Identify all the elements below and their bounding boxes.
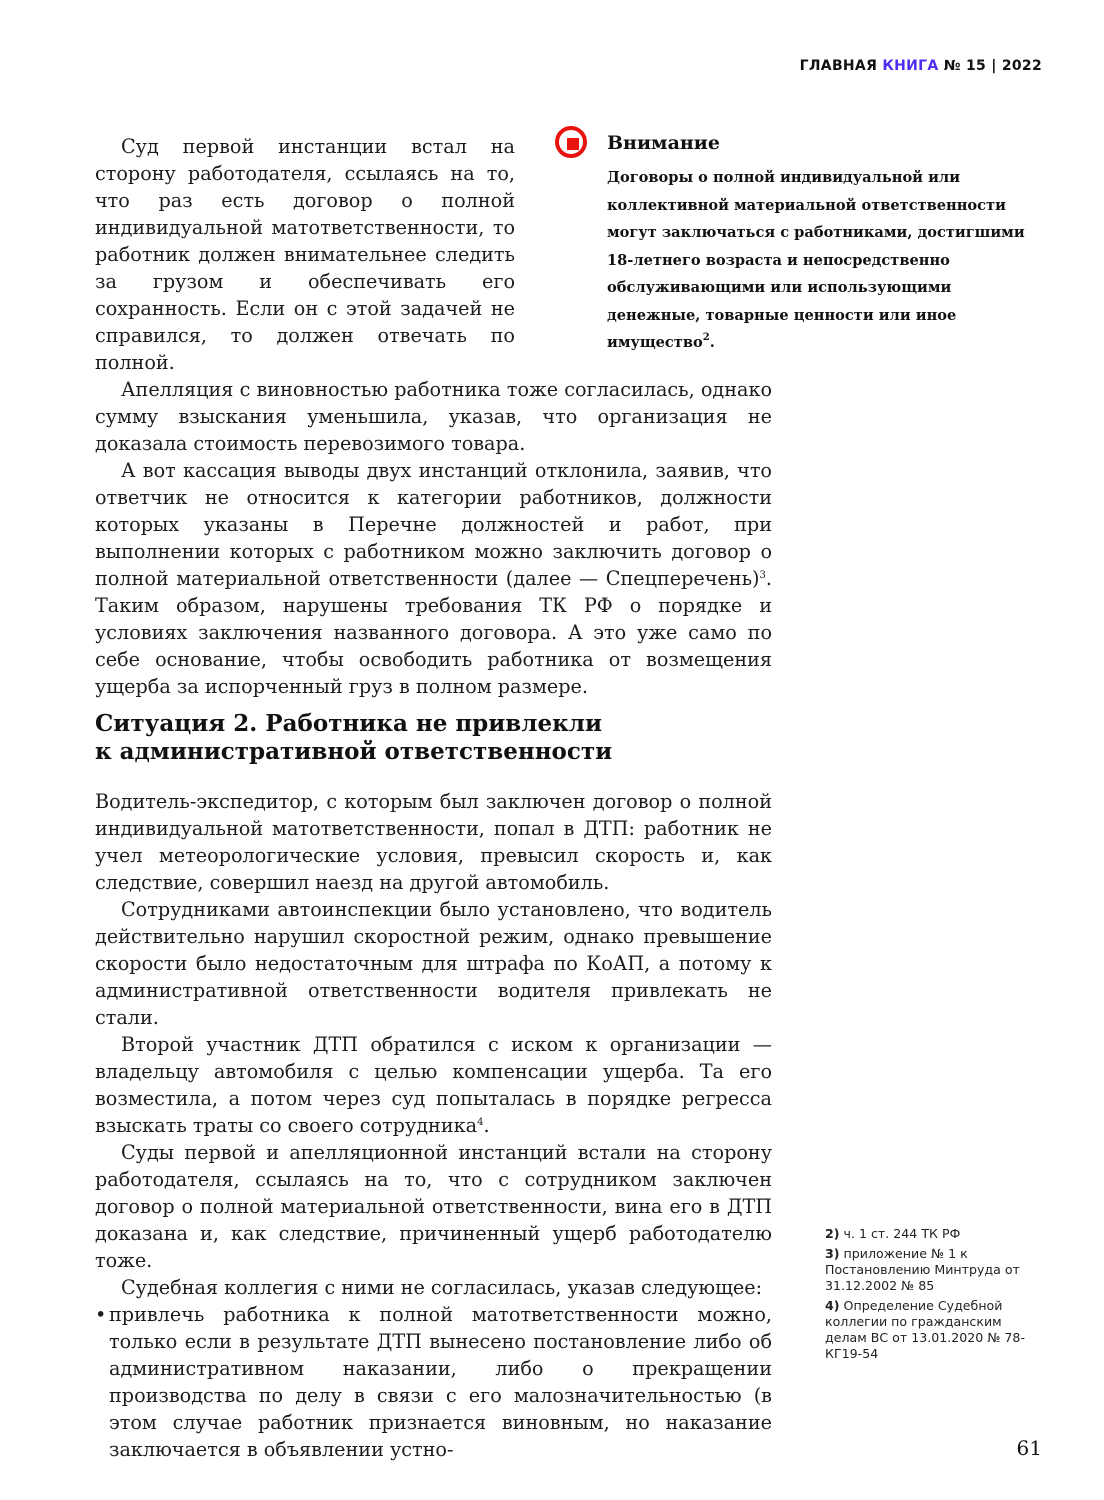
paragraph: Второй участник ДТП обратился с иском к организации — владельцу автомобиля с целью компенсации ущерба. Та его возместила, а потом через суд попыталась в порядке регресса взыскать траты со своего сотрудника$^4$. xyxy=(95,1033,772,1137)
paragraph: Водитель-экспедитор, с которым был заключен договор о полной индивидуальной матответственности, попал в ДТП: работник не учел метеорологические условия, превысил скорость и, как следствие, совершил наезд на другой автомобиль. xyxy=(95,790,772,894)
paragraph: Судебная коллегия с ними не согласилась, указав следующее: xyxy=(121,1276,763,1299)
issue-number: № 15 | 2022 xyxy=(943,58,1042,74)
attention-body: Договоры о полной индивидуальной или коллективной материальной ответственности могут заключаться с работниками, достигшими 18-летнего возраста и непосредственно обслуживающими или использующими денежные, товарные ценности или иное имущество$^2$. xyxy=(607,169,1025,351)
footnote: 4) Определение Судебной коллегии по гражданским делам ВС от 13.01.2020 № 78-КГ19-54 xyxy=(825,1298,1025,1361)
paragraph: А вот кассация выводы двух инстанций отклонила, заявив, что ответчик не относится к категории работников, должности которых указаны в Перечне должностей и работ, при выполнении которых с работником можно заключить договор о полной материальной ответственности (далее — Спецперечень)$^3$. Таким образом, нарушены требования ТК РФ о порядке и условиях заключения названного договора. А это уже само по себе основание, чтобы освободить работника от возмещения ущерба за испорченный груз в полном размере. xyxy=(95,459,772,698)
footnote-ref[interactable]: 3 xyxy=(759,570,766,581)
section-heading: Ситуация 2. Работника не привлекли к административной ответственности xyxy=(95,710,613,765)
footnote: 2) ч. 1 ст. 244 ТК РФ xyxy=(825,1226,961,1241)
footnotes xyxy=(825,1226,1035,1366)
paragraph: Апелляция с виновностью работника тоже согласилась, однако сумму взыскания уменьшила, указав, что организация не доказала стоимость перевозимого товара. xyxy=(95,378,772,455)
article-section-1 xyxy=(95,133,772,700)
article-section-2 xyxy=(95,710,772,1463)
brand-name: ГЛАВНАЯ xyxy=(799,58,878,74)
attention-title: Внимание xyxy=(607,132,720,154)
footnote-ref[interactable]: 4 xyxy=(477,1117,484,1128)
bullet-item: • привлечь работника к полной матответственности можно, только если в результате ДТП вынесено постановление либо об административном наказании, либо о прекращении производства по делу в связи с его малозначительностью (в этом случае работник признается виновным, но наказание заключается в объявлении устно- xyxy=(95,1301,772,1463)
page-number: 61 xyxy=(1016,1436,1042,1460)
footnote-ref[interactable]: 2 xyxy=(702,332,710,343)
magazine-header xyxy=(800,58,1042,74)
paragraph: Сотрудниками автоинспекции было установлено, что водитель действительно нарушил скоростной режим, однако превышение скорости было недостаточным для штрафа по КоАП, а потому к административной ответственности водителя привлекать не стали. xyxy=(95,898,772,1029)
attention-text: Договоры о полной индивидуальной или коллективной материальной ответственности могут заключаться с работниками, достигшими 18-летнего возраста и непосредственно обслуживающими или использующими денежные, товарные ценности или иное имущество xyxy=(607,169,1025,351)
footnote: 3) приложение № 1 к Постановлению Минтруда от 31.12.2002 № 85 xyxy=(825,1246,1020,1293)
brand-name-accent: КНИГА xyxy=(882,58,939,74)
paragraph: Суд первой инстанции встал на сторону работодателя, ссылаясь на то, что раз есть договор о полной индивидуальной матответственности, то работник должен внимательнее следить за грузом и обеспечивать его сохранность. Если он с этой задачей не справился, то должен отвечать по полной. xyxy=(95,135,515,374)
paragraph: Суды первой и апелляционной инстанций встали на сторону работодателя, ссылаясь на то, что с сотрудником заключен договор о полной материальной ответственности, вина его в ДТП доказана и, как следствие, причиненный ущерб работодателю тоже. xyxy=(95,1141,772,1272)
